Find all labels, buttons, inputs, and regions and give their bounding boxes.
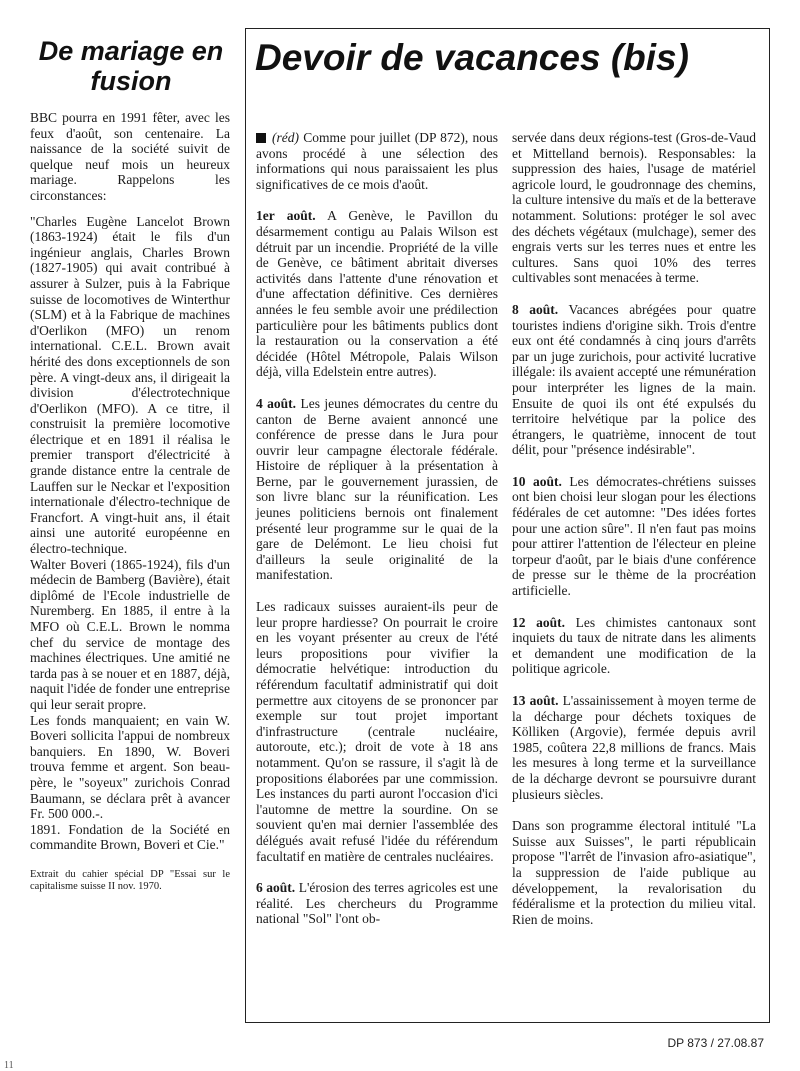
sidebar-article-body [30,110,230,904]
entry-text: Vacances abrégées pour quatre touristes indiens d'origine sikh. Trois d'entre eux ont été condamnés à cinq jours d'arrêts par un juge zurichois, pour activité lucrative illégale: ils avaient accepté une rémunération pour interpréter les lignes de la main. Ensuite de quoi ils ont été expulsés du territoire helvétique par la police des étrangers, le quatrième, innocent de tout délit, pour "présence indésirable". [512,301,757,458]
entry-text: Dans son programme électoral intitulé "La Suisse aux Suisses", le parti républicain propose "l'arrêt de l'invasion afro-asiatique", la suppression de l'aide publique au développement, la revalorisation du fédéralisme et la protection du milieu vital. Rien de moins. [512,818,756,927]
entry-text-part: L'érosion des terres agricoles est une réalité. Les chercheurs du Programme national "Sol" l'ont ob- [256,880,498,927]
page-number: 11 [4,1060,14,1071]
entry [256,880,498,927]
paragraph: BBC pourra en 1991 fêter, avec les feux d'août, son centenaire. La naissance de la société suivit de quelque neuf mois un heureux mariage. Rappelons les circonstances: [30,110,230,203]
entry [512,818,756,927]
entry-text: A Genève, le Pavillon du désarmement contigu au Palais Wilson est détruit par un incendie. Propriété de la ville de Genève, ce bâtiment abritait diverses activités dans l'attente d'une rénovation et d'une affectation définitive. Ces dernières années le feu semble avoir une prédilection particulière pour les bâtiments publics dont la restauration ou la conservation a été décidée (Hôtel Métropole, Palais Wilson déjà, villa Edelstein entre autres). [256,208,498,380]
entry-date: 10 août. [512,473,562,489]
entry [512,474,756,599]
entry-text: Les démocrates-chrétiens suisses ont bien choisi leur slogan pour les élections fédérales de cet automne: "Des idées fortes pour une action sûre". Il n'en faut pas moins pour attirer l'attention de l'électeur en pleine torpeur d'août, par le biais d'une conférence de presse sur le thème de la procréation artificielle. [512,473,756,599]
entry [256,599,498,864]
entry [512,693,756,802]
intro-tag: (réd) [272,130,299,145]
entry-date: 6 août. [256,880,296,896]
entry-text: Les chimistes cantonaux sont inquiets du taux de nitrate dans les aliments et demandent une modification de la politique agricole. [512,614,757,677]
entry-date: 13 août. [512,693,559,708]
main-article-column-1 [256,130,498,927]
intro-text: Comme pour juillet (DP 872), nous avons procédé à une sélection des informations qui nous paraissaient les plus significatives de ce mois d'août. [256,130,498,192]
entry-continued: servée dans deux régions-test (Gros-de-Vaud et Mittelland bernois). Responsables: la suppression des haies, l'usage de matériel agricole lourd, le goudronnage des chemins, la culture intensive du maïs et de la betterave notamment. Solutions: protéger le sol avec des déchets végétaux (mulchage), semer des engrais verts sur les terres nues et entre les cultures. Sans quoi 10% des terres cultivables sont menacées à terme. [512,130,756,286]
issue-footer: DP 873 / 27.08.87 [667,1036,764,1050]
source-note: Extrait du cahier spécial DP "Essai sur le capitalisme suisse II nov. 1970. [30,868,230,893]
paragraph: Les fonds manquaient; en vain W. Boveri sollicita l'appui de nombreux banquiers. En 1890, W. Boveri trouva femme et argent. Son beau-père, le "soyeux" zurichois Conrad Baumann, se déclara prêt à avancer Fr. 500 000.-. [30,712,230,822]
paragraph: "Charles Eugène Lancelot Brown (1863-1924) était le fils d'un ingénieur anglais, Charles Brown (1827-1905) qui avait contribué à assurer à Sulzer, puis à la Fabrique suisse de locomotives de Winterthur (SLM) et à la Fabrique de machines d'Oerlikon (MFO) un renom international. C.E.L. Brown avait hérité des dons exceptionnels de son père. A vingt-deux ans, il dirigeait la division d'électrotechnique d'Oerlikon (MFO). A ce titre, il construisit la première locomotive électrique et en 1891 il réalisa le premier transport d'électricité à grande distance entre la centrale de Lauffen sur le Neckar et l'exposition internationale d'électro-technique de Francfort. A vingt-huit ans, il était ainsi une autorité européenne en électro-technique. [30,213,230,557]
entry-text: Les radicaux suisses auraient-ils peur de leur propre hardiesse? On pourrait le croire en les voyant présenter au creux de l'été leurs propositions pour vivifier la démocratie helvétique: introduction du référendum facultatif administratif qui doit permettre aux citoyens de se prononcer par exemple sur tout projet important d'infrastructure (centrale nucléaire, autoroute, etc.); droit de vote à 18 ans notamment. Qu'on se rassure, il s'agit là de propositions élaborées par une commission. Les instances du parti auront l'occasion d'ici l'automne de mettre la sourdine. On se souvient qu'en mai dernier l'assemblée des délégués avait refusé l'idée du référendum facultatif en matière de centrales nucléaires. [256,599,498,864]
entry [256,396,498,583]
entry-date: 4 août. [256,395,297,411]
entry-date: 8 août. [512,301,559,317]
entry [256,208,498,380]
entry-text: L'assainissement à moyen terme de la décharge pour déchets toxiques de Kölliken (Argovie), fermée depuis avril 1985, coûtera 22,8 millions de francs. Mais les mesures à long terme et la surveillance de la décharge devront se poursuivre durant plusieurs siècles. [512,693,757,802]
sidebar-article-title: De mariage en fusion [38,36,224,96]
entry-date: 12 août. [512,614,566,630]
paragraph: 1891. Fondation de la Société en commandite Brown, Boveri et Cie." [30,821,230,853]
intro-paragraph [256,130,498,192]
main-article-column-2 [512,130,756,937]
entry [512,302,756,458]
entry [512,615,756,677]
entry-date: 1er août. [256,208,316,224]
square-bullet-icon [256,133,266,143]
entry-text: Les jeunes démocrates du centre du canton de Berne avaient annoncé une conférence de presse dans le Jura pour ouvrir leur campagne électorale fédérale. Histoire de répliquer à la présentation à Berne, par le gouvernement jurassien, de son livre blanc sur la réunification. Les jeunes politiciens bernois ont finalement présenté leur programme sur le quai de la gare de Delémont. Le lieu choisi fut d'ailleurs la seule originalité de la manifestation. [256,395,499,583]
main-article-title: Devoir de vacances (bis) [255,37,689,78]
paragraph: Walter Boveri (1865-1924), fils d'un médecin de Bamberg (Bavière), était diplômé de l'Ecole industrielle de Nuremberg. En 1885, il entre à la MFO où C.E.L. Brown le nomma chef du service de montage des machines électriques. Une amitié ne tarda pas à se nouer et en 1887, déjà, naquit l'idée de fonder une entreprise qui leur serait propre. [30,556,230,712]
